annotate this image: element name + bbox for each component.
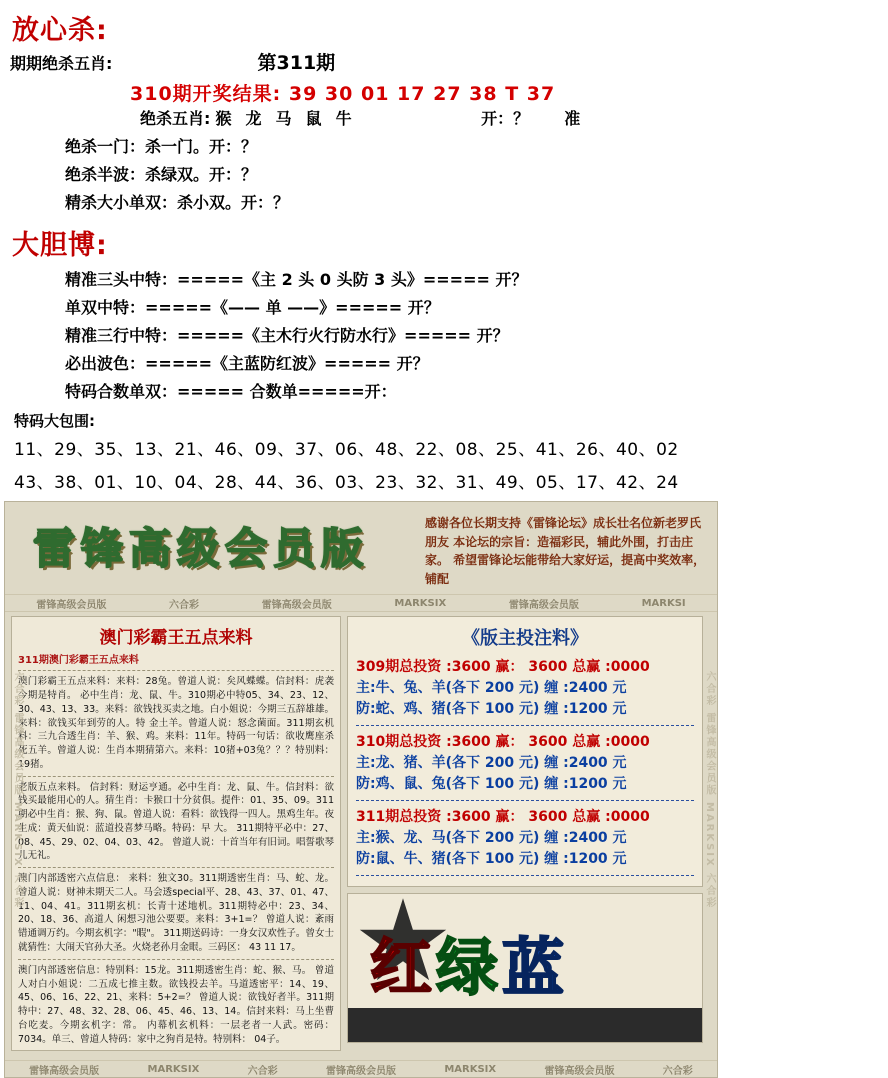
bet-block-main: 主:龙、猪、羊(各下 200 元) 缠 :2400 元 bbox=[356, 755, 627, 772]
divider bbox=[356, 800, 694, 801]
rgb-banner-text bbox=[370, 918, 568, 1007]
bet-block-main: 主:猴、龙、马(各下 200 元) 缠 :2400 元 bbox=[356, 830, 627, 847]
watermark-item: MARKSIX bbox=[444, 1063, 497, 1075]
watermark-item: 雷锋高级会员版 bbox=[544, 1065, 615, 1077]
watermark-strip-top bbox=[5, 594, 717, 612]
zhun-label: 准 bbox=[564, 108, 581, 128]
left-column bbox=[11, 616, 341, 1051]
left-card-subtitle: 311期澳门彩霸王五点来料 bbox=[18, 655, 139, 667]
forecast-row: 必出波色：=====《主蓝防红波》===== 开？ bbox=[65, 354, 429, 374]
sha5-inline-label: 绝杀五肖: bbox=[140, 108, 211, 128]
draw-result: 310期开奖结果: 39 30 01 17 27 38 T 37 bbox=[130, 82, 556, 105]
rgb-bottom-band bbox=[348, 1008, 702, 1042]
rgb-banner bbox=[347, 893, 703, 1043]
forecast-row: 特码合数单双：===== 合数单=====开： bbox=[65, 382, 397, 402]
bet-block bbox=[356, 731, 694, 795]
watermark-item: 六合彩 bbox=[247, 1065, 278, 1077]
issue-title: 第311期 bbox=[257, 52, 336, 74]
divider bbox=[18, 867, 334, 868]
issue-row bbox=[10, 51, 878, 77]
zodiac-item: 马 bbox=[275, 108, 292, 128]
kill-row: 绝杀半波：杀绿双。开：？ bbox=[65, 165, 258, 185]
bet-block bbox=[356, 806, 694, 870]
bet-block-head: 310期总投资 :3600 赢： 3600 总赢 :0000 bbox=[356, 734, 650, 751]
watermark-item: 六合彩 bbox=[662, 1065, 693, 1077]
owner-bet-title: 《版主投注料》 bbox=[462, 628, 588, 650]
tema-numbers-line-2: 43、38、01、10、04、28、44、36、03、23、32、31、49、05、17、42、24 bbox=[14, 473, 679, 494]
left-paragraph-3: 澳门内部透密六点信息： 来料：独文30。311期透密生肖：马、蛇、龙。 曾道人说：财神未期天二人。马会透special平、28、43、37、01、47、11、04、41。311期玄机：长青十述地机。311期特必中：23、34、20、18、36、高道人 闲想习池公要要。来料：3+1=？ 曾道人说：紊雨错通调万约。今期玄机字："暇"。 311期送码诗：一身女汉欢性子。曾女士就猜性：大闹天官孙大圣。火烧老孙月金眼。三码区： 43 11 17。 bbox=[18, 873, 334, 954]
watermark-item: MARKSI bbox=[641, 597, 686, 609]
rgb-blue: 蓝 bbox=[502, 931, 569, 1005]
poster-body bbox=[5, 612, 717, 1057]
bet-block bbox=[356, 656, 694, 720]
zodiac-row bbox=[10, 108, 878, 130]
left-card bbox=[11, 616, 341, 1051]
divider bbox=[18, 959, 334, 960]
owner-bet-card bbox=[347, 616, 703, 887]
sha5-label: 期期绝杀五肖: bbox=[10, 54, 113, 73]
watermark-right: 六合彩 雷锋高级会员版 MARKSIX 六合彩 bbox=[704, 670, 715, 909]
poster-intro-text: 感谢各位长期支持《雷锋论坛》成长壮名位新老罗氏 朋友 本论坛的宗旨：造福彩民，辅此外围，打击庄家。 希望雷锋论坛能带给大家好运，提高中奖效率，铺配 bbox=[425, 516, 706, 587]
forecast-row: 单双中特：=====《—— 单 ——》===== 开？ bbox=[65, 298, 440, 318]
watermark-left: 六合彩 雷锋高级会员版 MARKSIX 六合彩 bbox=[12, 670, 23, 909]
watermark-item: 雷锋高级会员版 bbox=[36, 599, 107, 611]
divider bbox=[18, 776, 334, 777]
tema-numbers-line-1: 11、29、35、13、21、46、09、37、06、48、22、08、25、41、26、40、02 bbox=[14, 440, 679, 461]
divider bbox=[356, 875, 694, 876]
watermark-item: 雷锋高级会员版 bbox=[29, 1065, 100, 1077]
zodiac-item: 牛 bbox=[335, 108, 352, 128]
section-title-bold: 大胆博: bbox=[12, 230, 108, 262]
poster-image bbox=[4, 501, 718, 1078]
watermark-item: 六合彩 bbox=[169, 599, 200, 611]
rgb-red: 红 bbox=[370, 931, 437, 1005]
watermark-item: MARKSIX bbox=[147, 1063, 200, 1075]
bet-block-def: 防:鸡、鼠、兔(各下 100 元) 缠 :1200 元 bbox=[356, 776, 627, 793]
divider bbox=[356, 725, 694, 726]
divider bbox=[18, 670, 334, 671]
bet-block-head: 309期总投资 :3600 赢： 3600 总赢 :0000 bbox=[356, 659, 650, 676]
watermark-item: 雷锋高级会员版 bbox=[508, 599, 579, 611]
left-paragraph-1: 澳门彩霸王五点来料：来料：28兔。曾道人说：矣风蝶蝶。信封料：虎袭今期是特肖。 必中生肖：龙、鼠、牛。310期必中特05、34、23、12、30、43、13、33。来料：欲钱找买卖之地。白小姐说：今期三五辞雄雄。来料：欲钱买年到劳的人。特 金土羊。曾道人说：怒念菌面。311期玄机料：三九合透生肖：羊、猴、鸡。来料：11年。特码一句话：欲收鹰座杀死五羊。曾道人说：生肖本期猜第六。来料：10猪+03兔？？？特别料：19猪。 bbox=[18, 676, 334, 770]
zodiac-list bbox=[216, 109, 372, 128]
forecast-row: 精准三头中特：=====《主 2 头 0 头防 3 头》===== 开？ bbox=[65, 270, 528, 290]
kai-label: 开：？ bbox=[481, 108, 530, 128]
bet-block-def: 防:鼠、牛、猪(各下 100 元) 缠 :1200 元 bbox=[356, 851, 627, 868]
watermark-item: 雷锋高级会员版 bbox=[325, 1065, 396, 1077]
rgb-green: 绿 bbox=[436, 931, 503, 1005]
left-card-title: 澳门彩霸王五点来料 bbox=[99, 628, 253, 649]
kill-row: 绝杀一门：杀一门。开：？ bbox=[65, 137, 258, 157]
top-text-section bbox=[0, 0, 888, 493]
poster-header bbox=[5, 502, 717, 594]
page-title: 放心杀: bbox=[12, 15, 108, 46]
poster-brand-title: 雷锋高级会员版 bbox=[33, 524, 370, 574]
zodiac-item: 龙 bbox=[245, 108, 262, 128]
watermark-item: 雷锋高级会员版 bbox=[261, 599, 332, 611]
zodiac-item: 猴 bbox=[215, 108, 232, 128]
right-column bbox=[347, 616, 703, 1051]
kill-row: 精杀大小单双：杀小双。开：？ bbox=[65, 193, 290, 213]
tema-title: 特码大包围: bbox=[14, 412, 95, 431]
left-paragraph-4: 澳门内部透密信息：特别料：15龙。311期透密生肖：蛇、猴、马。 曾道人对白小姐说：二五成七推主数。欲钱投去羊。马道透密平：14、19、45、06、16、22、21、来料：5+2=？ 曾道人说：欲钱好者半。311期特中：27、48、32、28、06、45、46、13、14。信封来料：马上坐曹台吃麦。今期玄机字：常。 内幕机玄机料：一层老者一人武。密码：7034。单三、曾道人特码：家中之狗肖是特。特别料： 04子。 bbox=[18, 964, 334, 1045]
left-paragraph-2: 老版五点来料。 信封料：财运亨通。必中生肖：龙、鼠、牛。信封料：欲钱买最能用心的人。猜生肖：卡猴口十分贫俱。提件：01、35、09。311期必中生肖：猴、狗、鼠。曾道人说：看料：欲钱得一四人。黑鸡生年。夜生成：黄天仙说：蓝道投喜梦马略。特码：早 大。 311期特平必中：27、08、45、29、02、04、03、42。 曾道人说：十首当年有旧词。唱誓歌琴儿无礼。 bbox=[18, 781, 334, 862]
bet-block-head: 311期总投资 :3600 赢： 3600 总赢 :0000 bbox=[356, 809, 650, 826]
bet-block-def: 防:蛇、鸡、猪(各下 100 元) 缠 :1200 元 bbox=[356, 701, 627, 718]
zodiac-item: 鼠 bbox=[305, 108, 322, 128]
watermark-item: MARKSIX bbox=[394, 597, 447, 609]
forecast-row: 精准三行中特：=====《主木行火行防水行》===== 开？ bbox=[65, 326, 509, 346]
bet-block-main: 主:牛、兔、羊(各下 200 元) 缠 :2400 元 bbox=[356, 680, 627, 697]
watermark-strip-bottom bbox=[5, 1060, 717, 1077]
